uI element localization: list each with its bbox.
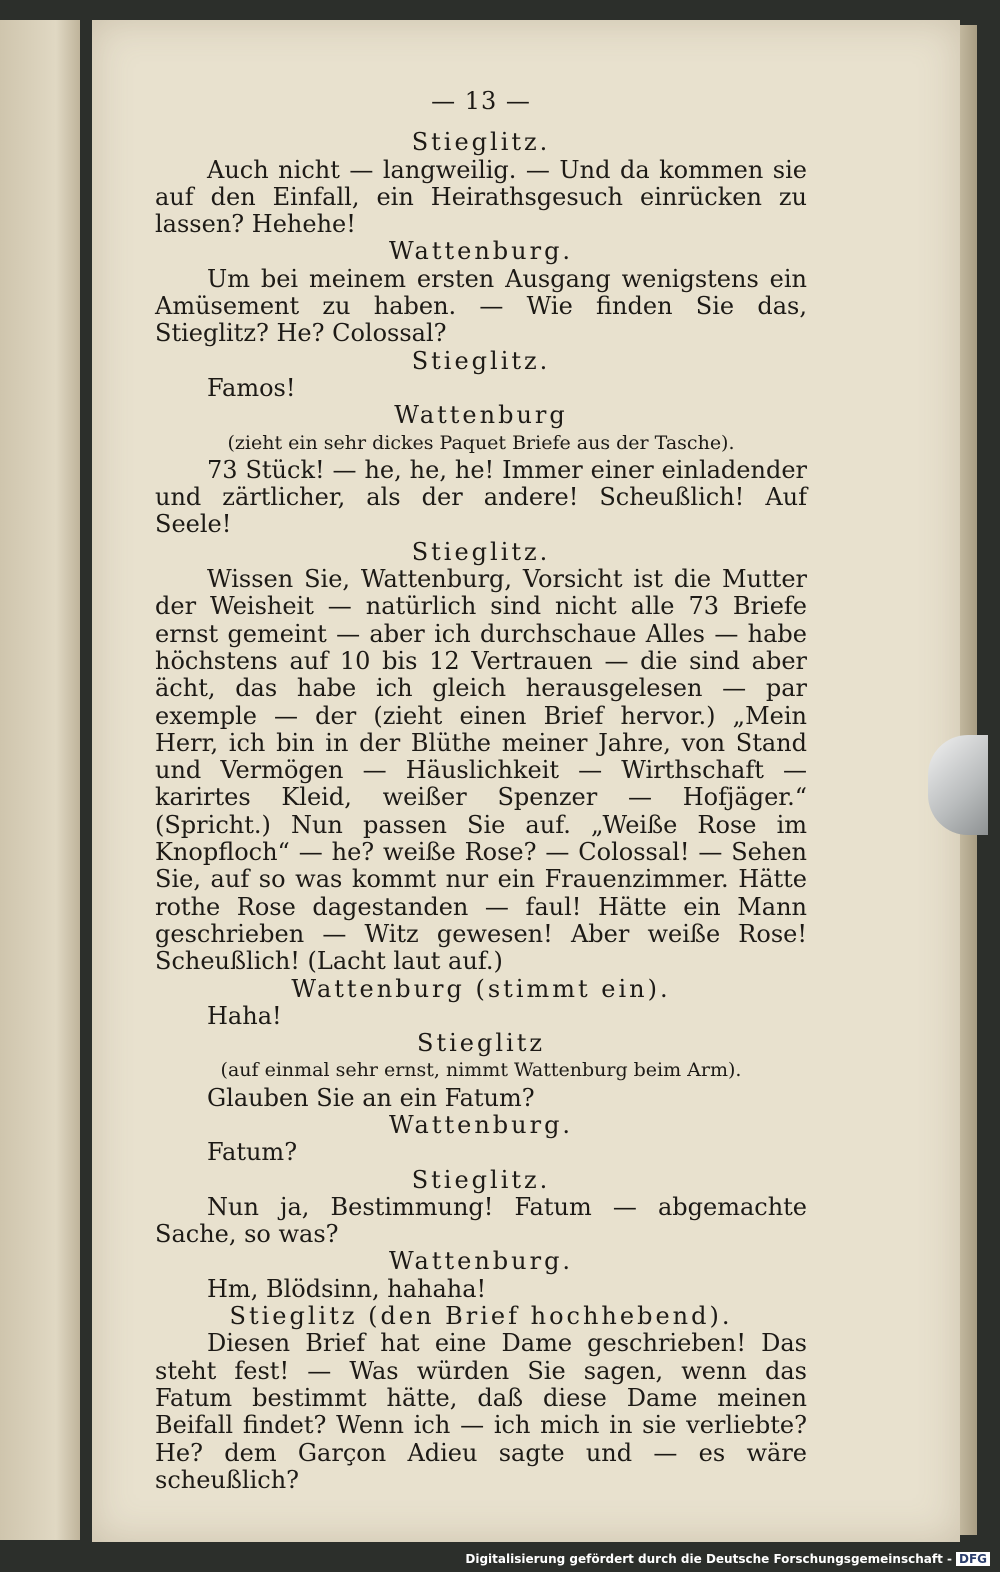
speech-paragraph: Um bei meinem ersten Ausgang wenigstens ein Amüsement zu haben. — Wie finden Sie das, Stieglitz? He? Colossal?: [155, 264, 807, 348]
speaker-name: Stieglitz.: [411, 346, 551, 375]
speech-paragraph: Fatum?: [207, 1138, 298, 1167]
speaker-name: Stieglitz: [417, 1029, 545, 1058]
speaker-name: Wattenburg.: [388, 237, 574, 266]
speech-paragraph: Hm, Blödsinn, hahaha!: [207, 1274, 487, 1303]
stage-direction: (zieht ein sehr dickes Paquet Briefe aus der Tasche).: [227, 431, 735, 454]
speech-paragraph: Famos!: [207, 373, 296, 402]
stage-direction: (auf einmal sehr ernst, nimmt Wattenburg beim Arm).: [220, 1059, 742, 1082]
dfg-logo: DFG: [956, 1552, 990, 1566]
page-number: — 13 —: [431, 87, 531, 115]
speech-paragraph: Nun ja, Bestimmung! Fatum — abgemachte Sache, so was?: [155, 1192, 807, 1249]
speech-paragraph: Haha!: [207, 1001, 282, 1030]
speaker-name: Stieglitz.: [411, 128, 551, 157]
speech-paragraph: 73 Stück! — he, he, he! Immer einer einladender und zärtlicher, als der andere! Scheußlich! Auf Seele!: [155, 455, 807, 539]
speech-paragraph: Wissen Sie, Wattenburg, Vorsicht ist die Mutter der Weisheit — natürlich sind nicht alle 73 Briefe ernst gemeint — aber ich durchschaue Alles — habe höchstens auf 10 bis 12 Vertrauen — die sind aber ächt, das habe ich gleich herausgelesen — par exemple — der (zieht einen Brief hervor.) „Mein Herr, ich bin in der Blüthe meiner Jahre, von Stand und Vermögen — Häuslichkeit — Wirthschaft — karirtes Kleid, weißer Spenzer — Hofjäger.“ (Spricht.) Nun passen Sie auf. „Weiße Rose im Knopfloch“ — he? weiße Rose? — Colossal! — Sehen Sie, auf so was kommt nur ein Frauenzimmer. Hätte rothe Rose dagestanden — faul! Hätte ein Mann geschrieben — Witz gewesen! Aber weiße Rose! Scheußlich! (Lacht laut auf.): [155, 565, 807, 976]
speaker-name: Stieglitz (den Brief hochhebend).: [229, 1302, 733, 1331]
bookmark-tab: [928, 735, 988, 835]
speech-paragraph: Auch nicht — langweilig. — Und da kommen sie auf den Einfall, ein Heirathsgesuch einrücken zu lassen? Hehehe!: [155, 155, 807, 239]
speaker-name: Stieglitz.: [411, 1165, 551, 1194]
speech-paragraph: Glauben Sie an ein Fatum?: [207, 1083, 535, 1112]
speaker-name: Wattenburg.: [388, 1247, 574, 1276]
footer-text: Digitalisierung gefördert durch die Deutsche Forschungsgemeinschaft -: [465, 1552, 952, 1566]
previous-page-edge: [0, 20, 80, 1540]
digitization-footer: [465, 1552, 990, 1566]
speaker-name: Wattenburg.: [388, 1110, 574, 1139]
speech-paragraph: Diesen Brief hat eine Dame geschrieben! Das steht fest! — Was würden Sie sagen, wenn das Fatum bestimmt hätte, daß diese Dame meinen Beifall findet? Wenn ich — ich mich in sie verliebte? He? dem Garçon Adieu sagte und — es wäre scheußlich?: [155, 1329, 807, 1494]
speaker-name: Stieglitz.: [411, 537, 551, 566]
speaker-name: Wattenburg (stimmt ein).: [291, 974, 671, 1003]
page-text: [155, 88, 807, 1494]
speaker-name: Wattenburg: [394, 401, 568, 430]
